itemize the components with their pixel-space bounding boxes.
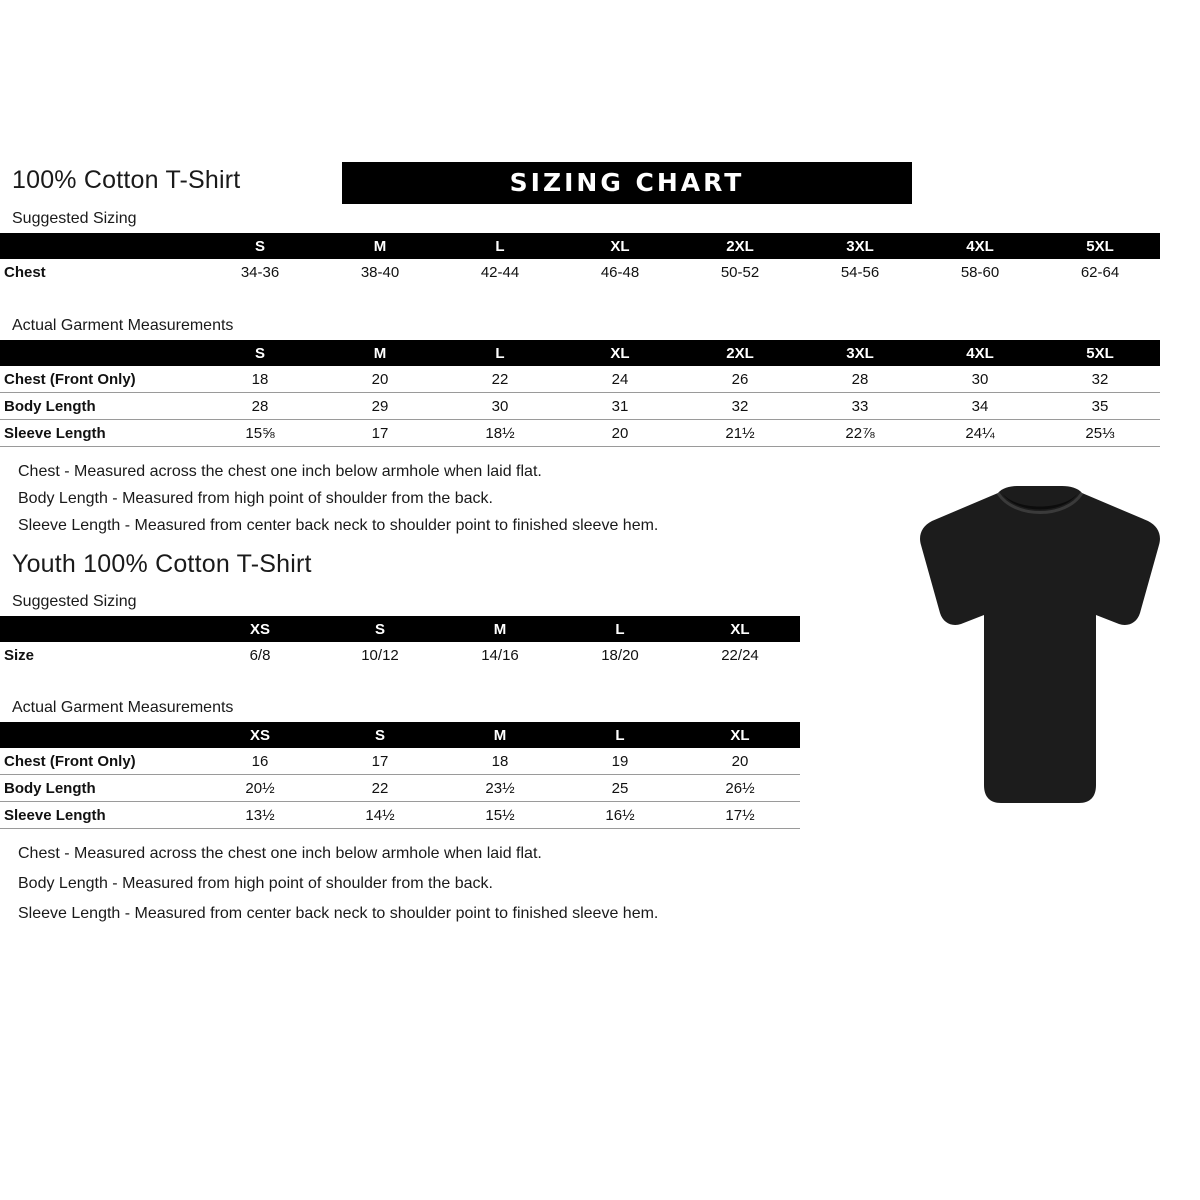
column-header: 5XL	[1040, 340, 1160, 366]
column-header: 2XL	[680, 340, 800, 366]
column-header	[0, 722, 200, 748]
adult-actual-measurements-table	[0, 340, 1160, 447]
cell: 26½	[680, 775, 800, 802]
cell: 46-48	[560, 259, 680, 285]
cell: 30	[920, 366, 1040, 393]
cell: 22⅞	[800, 420, 920, 447]
cell: 15½	[440, 802, 560, 829]
cell: 19	[560, 748, 680, 775]
cell: 28	[200, 393, 320, 420]
adult-note-body-length: Body Length - Measured from high point of shoulder from the back.	[18, 490, 493, 507]
tshirt-icon	[890, 485, 1190, 815]
cell: 33	[800, 393, 920, 420]
cell: 20	[680, 748, 800, 775]
column-header: M	[320, 233, 440, 259]
table-row	[0, 802, 800, 829]
youth-note-body-length: Body Length - Measured from high point of shoulder from the back.	[18, 875, 493, 892]
cell: 35	[1040, 393, 1160, 420]
adult-suggested-sizing-table	[0, 233, 1160, 285]
column-header: 4XL	[920, 340, 1040, 366]
column-header: XS	[200, 722, 320, 748]
cell: 22/24	[680, 642, 800, 668]
row-label: Chest (Front Only)	[0, 366, 200, 393]
row-label: Size	[0, 642, 200, 668]
cell: 21½	[680, 420, 800, 447]
cell: 32	[1040, 366, 1160, 393]
sizing-chart-banner	[342, 162, 912, 204]
column-header: S	[200, 340, 320, 366]
cell: 23½	[440, 775, 560, 802]
cell: 6/8	[200, 642, 320, 668]
cell: 34-36	[200, 259, 320, 285]
cell: 15⅝	[200, 420, 320, 447]
column-header: L	[560, 616, 680, 642]
table-row	[0, 420, 1160, 447]
table-row	[0, 366, 1160, 393]
column-header: L	[560, 722, 680, 748]
cell: 18	[200, 366, 320, 393]
cell: 18/20	[560, 642, 680, 668]
row-label: Sleeve Length	[0, 802, 200, 829]
column-header: XL	[560, 340, 680, 366]
cell: 58-60	[920, 259, 1040, 285]
column-header: S	[200, 233, 320, 259]
cell: 62-64	[1040, 259, 1160, 285]
column-header: M	[320, 340, 440, 366]
row-label: Body Length	[0, 393, 200, 420]
column-header: S	[320, 616, 440, 642]
youth-actual-measurements-table	[0, 722, 800, 829]
cell: 18	[440, 748, 560, 775]
youth-note-chest: Chest - Measured across the chest one inch below armhole when laid flat.	[18, 845, 542, 862]
column-header: S	[320, 722, 440, 748]
table-header-row	[0, 722, 800, 748]
column-header: 3XL	[800, 233, 920, 259]
table-row	[0, 642, 800, 668]
cell: 50-52	[680, 259, 800, 285]
adult-note-chest: Chest - Measured across the chest one inch below armhole when laid flat.	[18, 463, 542, 480]
column-header: XS	[200, 616, 320, 642]
adult-suggested-caption: Suggested Sizing	[12, 210, 137, 227]
table-header-row	[0, 616, 800, 642]
cell: 25⅓	[1040, 420, 1160, 447]
adult-note-sleeve-length: Sleeve Length - Measured from center back neck to shoulder point to finished sleeve hem.	[18, 517, 659, 534]
cell: 31	[560, 393, 680, 420]
cell: 24	[560, 366, 680, 393]
cell: 29	[320, 393, 440, 420]
cell: 16	[200, 748, 320, 775]
sizing-chart-banner-label: SIZING CHART	[509, 168, 745, 197]
column-header: 2XL	[680, 233, 800, 259]
column-header	[0, 233, 200, 259]
cell: 17	[320, 420, 440, 447]
adult-section-title: 100% Cotton T-Shirt	[12, 166, 241, 194]
cell: 13½	[200, 802, 320, 829]
tshirt-illustration	[890, 485, 1190, 815]
cell: 28	[800, 366, 920, 393]
youth-suggested-caption: Suggested Sizing	[12, 593, 137, 610]
row-label: Chest	[0, 259, 200, 285]
cell: 17	[320, 748, 440, 775]
cell: 16½	[560, 802, 680, 829]
cell: 20	[560, 420, 680, 447]
cell: 14/16	[440, 642, 560, 668]
column-header: 5XL	[1040, 233, 1160, 259]
cell: 22	[440, 366, 560, 393]
cell: 24¼	[920, 420, 1040, 447]
youth-suggested-sizing-table	[0, 616, 800, 668]
table-header-row	[0, 233, 1160, 259]
cell: 30	[440, 393, 560, 420]
column-header: XL	[560, 233, 680, 259]
column-header: L	[440, 233, 560, 259]
column-header: 3XL	[800, 340, 920, 366]
cell: 10/12	[320, 642, 440, 668]
row-label: Sleeve Length	[0, 420, 200, 447]
column-header: 4XL	[920, 233, 1040, 259]
cell: 22	[320, 775, 440, 802]
cell: 17½	[680, 802, 800, 829]
table-header-row	[0, 340, 1160, 366]
adult-actual-caption: Actual Garment Measurements	[12, 317, 234, 334]
column-header: XL	[680, 722, 800, 748]
cell: 20½	[200, 775, 320, 802]
youth-actual-caption: Actual Garment Measurements	[12, 699, 234, 716]
column-header	[0, 340, 200, 366]
youth-section-title: Youth 100% Cotton T-Shirt	[12, 550, 312, 578]
table-row	[0, 393, 1160, 420]
column-header	[0, 616, 200, 642]
cell: 54-56	[800, 259, 920, 285]
table-row	[0, 775, 800, 802]
youth-note-sleeve-length: Sleeve Length - Measured from center back neck to shoulder point to finished sleeve hem.	[18, 905, 659, 922]
column-header: XL	[680, 616, 800, 642]
row-label: Body Length	[0, 775, 200, 802]
cell: 14½	[320, 802, 440, 829]
cell: 20	[320, 366, 440, 393]
cell: 42-44	[440, 259, 560, 285]
cell: 38-40	[320, 259, 440, 285]
adult-header	[12, 162, 1188, 202]
column-header: M	[440, 616, 560, 642]
column-header: M	[440, 722, 560, 748]
cell: 32	[680, 393, 800, 420]
cell: 25	[560, 775, 680, 802]
column-header: L	[440, 340, 560, 366]
cell: 26	[680, 366, 800, 393]
cell: 34	[920, 393, 1040, 420]
table-row	[0, 748, 800, 775]
cell: 18½	[440, 420, 560, 447]
row-label: Chest (Front Only)	[0, 748, 200, 775]
table-row	[0, 259, 1160, 285]
